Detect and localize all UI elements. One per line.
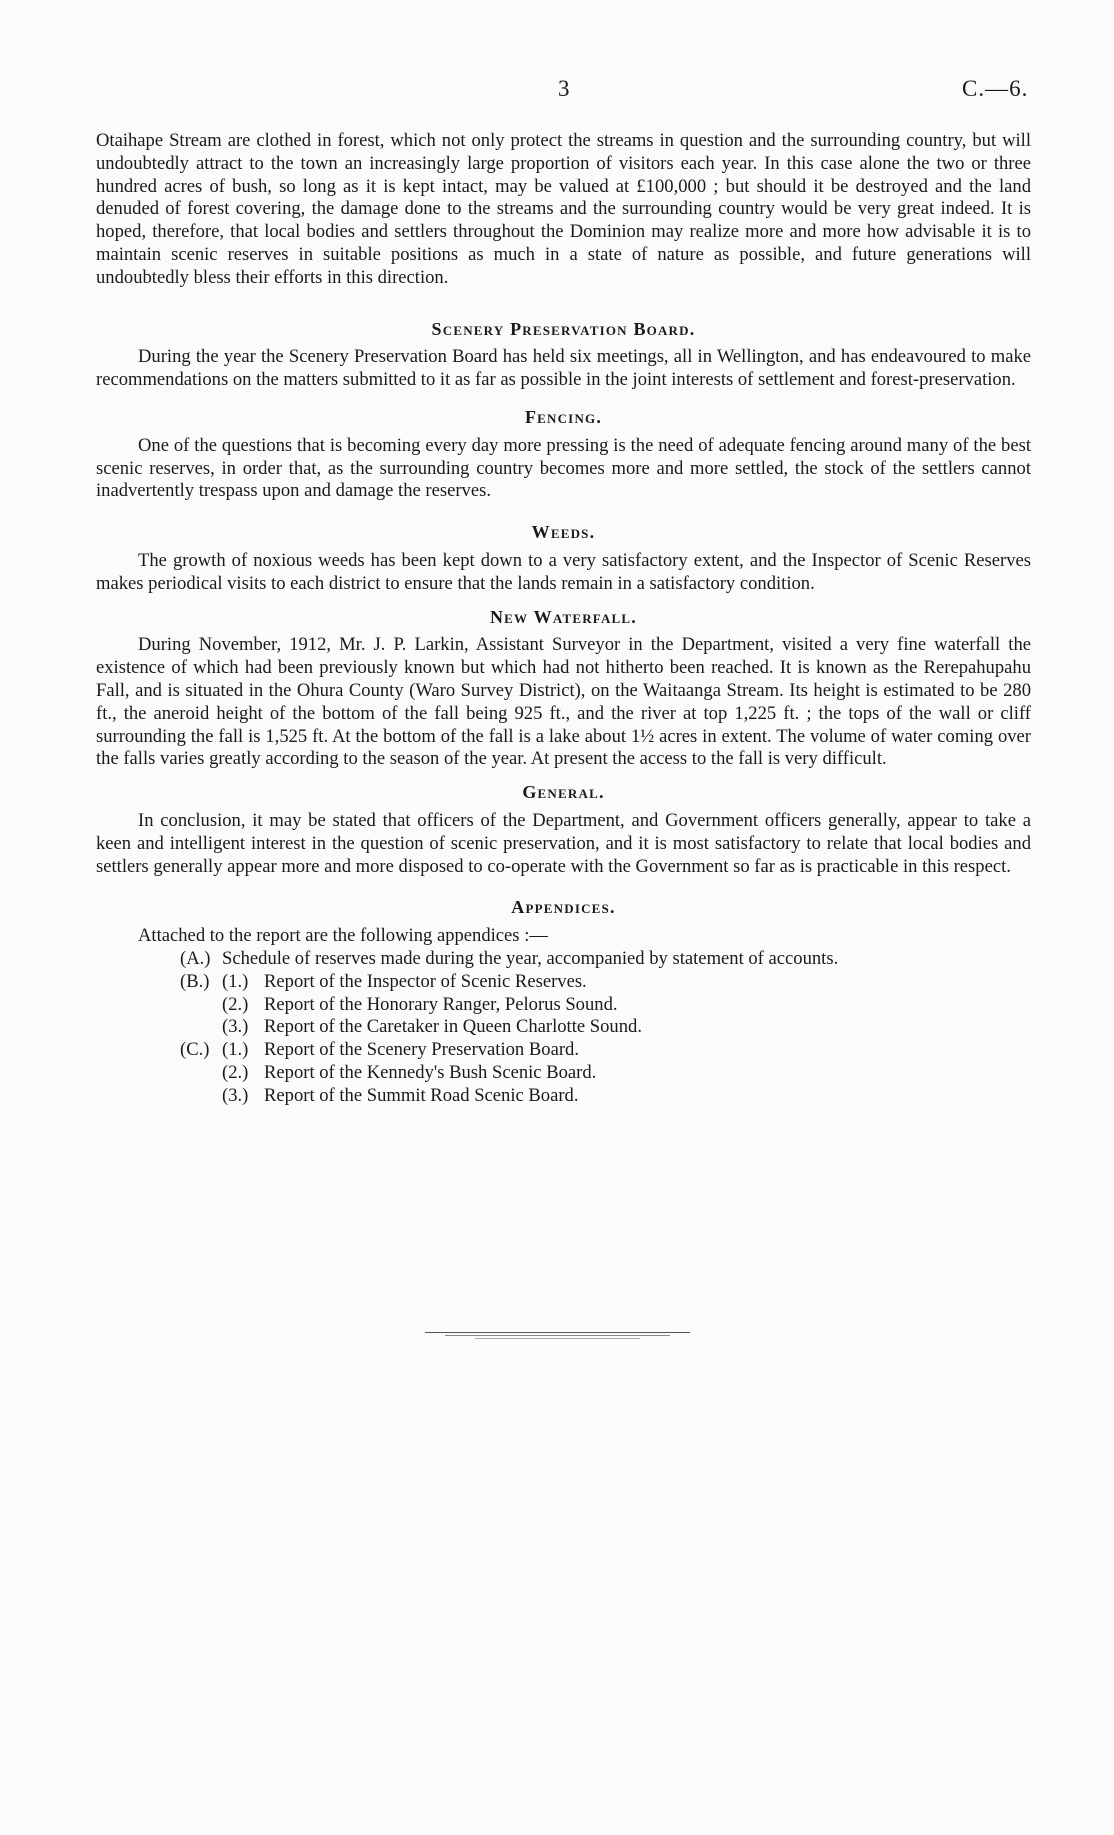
paragraph-fencing: One of the questions that is becoming every day more pressing is the need of adequate fencing around many of the best scenic reserves, in order that, as the surrounding country becomes more and more settled, the stock of the settlers cannot inadvertently trespass upon and damage the reserves. [96, 434, 1031, 502]
paragraph-weeds: The growth of noxious weeds has been kept down to a very satisfactory extent, and the Inspector of Scenic Reserves makes periodical visits to each district to ensure that the lands remain in a satisfactory condition. [96, 549, 1031, 594]
appendix-text: Report of the Caretaker in Queen Charlotte Sound. [264, 1016, 642, 1038]
heading-appendices: Appendices. [511, 897, 616, 918]
appendix-number: (3.) [222, 1016, 249, 1038]
appendix-item [180, 1016, 1031, 1039]
paragraph-new-waterfall: During November, 1912, Mr. J. P. Larkin, Assistant Surveyor in the Department, visited a very fine waterfall the existence of which had been previously known but which had not hitherto been reached. It is known as the Rerepahupahu Fall, and is situated in the Ohura County (Waro Survey District), on the Waitaanga Stream. Its height is estimated to be 280 ft., the aneroid height of the bottom of the fall being 925 ft., and the river at top 1,225 ft. ; the tops of the wall or cliff surrounding the fall is 1,525 ft. At the bottom of the fall is a lake about 1½ acres in extent. The volume of water coming over the falls varies greatly according to the season of the year. At present the access to the fall is very difficult. [96, 634, 1031, 770]
end-rule-line [475, 1338, 640, 1339]
appendix-item [180, 994, 1031, 1017]
heading-new-waterfall: New Waterfall. [489, 606, 637, 627]
page-number: 3 [558, 76, 570, 101]
appendix-item [180, 1062, 1031, 1085]
appendix-number: (1.) [222, 970, 249, 992]
appendix-number: (3.) [222, 1084, 249, 1106]
heading-scenery-board: Scenery Preservation Board. [431, 318, 696, 339]
end-rule-ornament [425, 1330, 690, 1340]
appendices-list [96, 948, 1031, 1108]
appendix-item [180, 971, 1031, 994]
appendix-letter [180, 1085, 222, 1108]
appendices-intro: Attached to the report are the following appendices :— [138, 925, 548, 947]
appendix-number: (2.) [222, 1061, 249, 1083]
appendix-letter: (A.) [180, 947, 211, 969]
appendix-number: (1.) [222, 1039, 249, 1061]
appendix-text: Report of the Inspector of Scenic Reserves. [264, 970, 587, 992]
appendix-number: (2.) [222, 993, 249, 1015]
intro-paragraph: Otaihape Stream are clothed in forest, which not only protect the streams in question and the surrounding country, but will undoubtedly attract to the town an increasingly large proportion of visitors each year. In this case alone the two or three hundred acres of bush, so long as it is kept intact, may be valued at £100,000 ; but should it be destroyed and the land denuded of forest covering, the damage done to the streams and the surrounding country would be very great indeed. It is hoped, therefore, that local bodies and settlers throughout the Dominion may realize more and more how advisable it is to maintain scenic reserves in suitable positions as much in a state of nature as possible, and future generations will undoubtedly bless their efforts in this direction. [96, 130, 1031, 288]
appendix-letter [180, 1016, 222, 1039]
appendix-item [180, 948, 1031, 971]
page-body [96, 130, 1031, 1107]
heading-fencing: Fencing. [524, 406, 603, 427]
heading-weeds: Weeds. [531, 522, 596, 543]
end-rule-line [425, 1332, 690, 1333]
appendix-text: Schedule of reserves made during the year, accompanied by statement of accounts. [222, 947, 839, 969]
appendix-text: Report of the Summit Road Scenic Board. [264, 1084, 579, 1106]
document-reference: C.—6. [962, 76, 1029, 101]
heading-general: General. [522, 782, 605, 803]
appendix-item [180, 1039, 1031, 1062]
end-rule-line [445, 1335, 670, 1336]
appendix-letter: (C.) [180, 1039, 210, 1061]
appendix-letter [180, 1062, 222, 1085]
appendix-letter: (B.) [180, 970, 210, 992]
paragraph-general: In conclusion, it may be stated that officers of the Department, and Government officers generally, appear to take a keen and intelligent interest in the question of scenic preservation, and it is most satisfactory to relate that local bodies and settlers generally appear more and more disposed to co-operate with the Government so far as is practicable in this respect. [96, 809, 1031, 877]
appendix-item [180, 1085, 1031, 1108]
page-header [0, 76, 1114, 106]
appendix-text: Report of the Honorary Ranger, Pelorus Sound. [264, 993, 618, 1015]
paragraph-scenery-board: During the year the Scenery Preservation Board has held six meetings, all in Wellington, and has endeavoured to make recommendations on the matters submitted to it as far as possible in the joint interests of settlement and forest-preservation. [96, 346, 1031, 391]
appendix-text: Report of the Scenery Preservation Board. [264, 1039, 579, 1061]
appendix-letter [180, 994, 222, 1017]
appendix-text: Report of the Kennedy's Bush Scenic Board. [264, 1061, 597, 1083]
